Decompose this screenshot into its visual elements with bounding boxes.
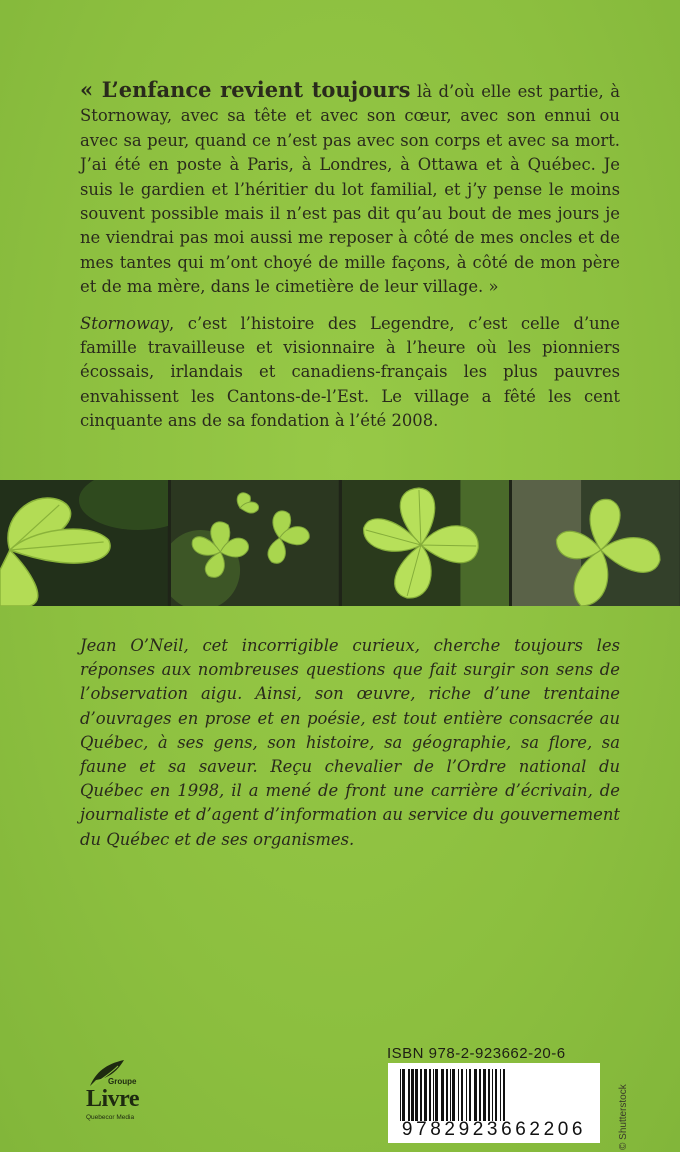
- barcode-bar: [411, 1069, 414, 1121]
- barcode-bar: [474, 1069, 477, 1121]
- clover-photo-strip: [0, 480, 680, 606]
- barcode-bar: [495, 1069, 497, 1121]
- publisher-groupe: Groupe: [108, 1077, 137, 1086]
- barcode-bar: [492, 1069, 493, 1121]
- clover-photo-1: [0, 480, 168, 606]
- barcode-bar: [420, 1069, 422, 1121]
- quote-text: là d’où elle est partie, à Stornoway, avec sa tête et avec son cœur, avec son ennui ou avec sa peur, quand ce n’est pas avec son corps et avec sa mort. J’ai été en poste à Paris, à Londres, à Ottawa et à Québec. Je suis le gardien et l’héritier du lot familial, et j’y pense le moins souvent possible mais il n’est pas dit qu’au bout de mes jours je ne viendrai pas moi aussi me reposer à côté de mes oncles et de mes tantes qui m’ont choyé de mille façons, à côté de mon père et de ma mère, dans le cimetière de leur village. »: [80, 82, 620, 297]
- quote-lead: « L’enfance revient toujours: [80, 77, 411, 102]
- barcode-bar: [433, 1069, 434, 1121]
- barcode-bar: [435, 1069, 438, 1121]
- clover-photo-2: [171, 480, 339, 606]
- barcode-bars: [398, 1069, 590, 1121]
- barcode-bar: [461, 1069, 463, 1121]
- author-bio-text: Jean O’Neil, cet incorrigible curieux, cherche toujours les réponses aux nombreuses questions que fait surgir son sens de l’observation aigu. Ainsi, son œuvre, riche d’une trentaine d’ouvrages en prose et en poésie, est tout entière consacrée au Québec, à ses gens, son histoire, sa géographie, sa flore, sa faune et sa saveur. Reçu chevalier de l’Ordre national du Québec en 1998, il a mené de front une carrière d’écrivain, de journaliste et d’agent d’information au service du gouvernement du Québec et de ses organismes.: [80, 636, 620, 849]
- publisher-livre: Livre: [86, 1086, 140, 1112]
- publisher-subtitle: Quebecor Media: [86, 1114, 135, 1121]
- barcode-bar: [452, 1069, 455, 1121]
- barcode-bar: [402, 1069, 405, 1121]
- isbn-number: ISBN 978-2-923662-20-6: [387, 1045, 566, 1062]
- summary-title: Stornoway: [80, 313, 170, 333]
- barcode-bar: [450, 1069, 451, 1121]
- barcode-bar: [441, 1069, 444, 1121]
- blurb: [80, 78, 620, 446]
- photo-credit: © Shutterstock: [618, 1084, 629, 1150]
- barcode-bar: [446, 1069, 448, 1121]
- barcode-bar: [415, 1069, 418, 1121]
- barcode-bar: [479, 1069, 481, 1121]
- barcode-digits: 9782923662206: [401, 1119, 587, 1140]
- publisher-logo: [80, 1058, 152, 1128]
- barcode-bar: [488, 1069, 490, 1121]
- barcode-bar: [466, 1069, 467, 1121]
- author-bio: [80, 634, 620, 852]
- barcode: [388, 1063, 600, 1143]
- barcode-bar: [458, 1069, 459, 1121]
- summary-paragraph: [80, 312, 620, 434]
- barcode-bar: [503, 1069, 505, 1121]
- clover-photo-4: [512, 480, 680, 606]
- barcode-bar: [429, 1069, 431, 1121]
- barcode-bar: [469, 1069, 471, 1121]
- summary-text: , c’est l’histoire des Legendre, c’est celle d’une famille travailleuse et visionnaire à l’heure où les pionniers écossais, irlandais et canadiens-français les plus pauvres envahissent les Cantons-de-l’Est. Le village a fêté les cent cinquante ans de sa fondation à l’été 2008.: [80, 313, 620, 431]
- barcode-bar: [408, 1069, 410, 1121]
- quote-paragraph: [80, 78, 620, 300]
- barcode-bar: [483, 1069, 486, 1121]
- clover-photo-3: [342, 480, 510, 606]
- barcode-bar: [424, 1069, 427, 1121]
- barcode-bar: [500, 1069, 501, 1121]
- barcode-bar: [400, 1069, 401, 1121]
